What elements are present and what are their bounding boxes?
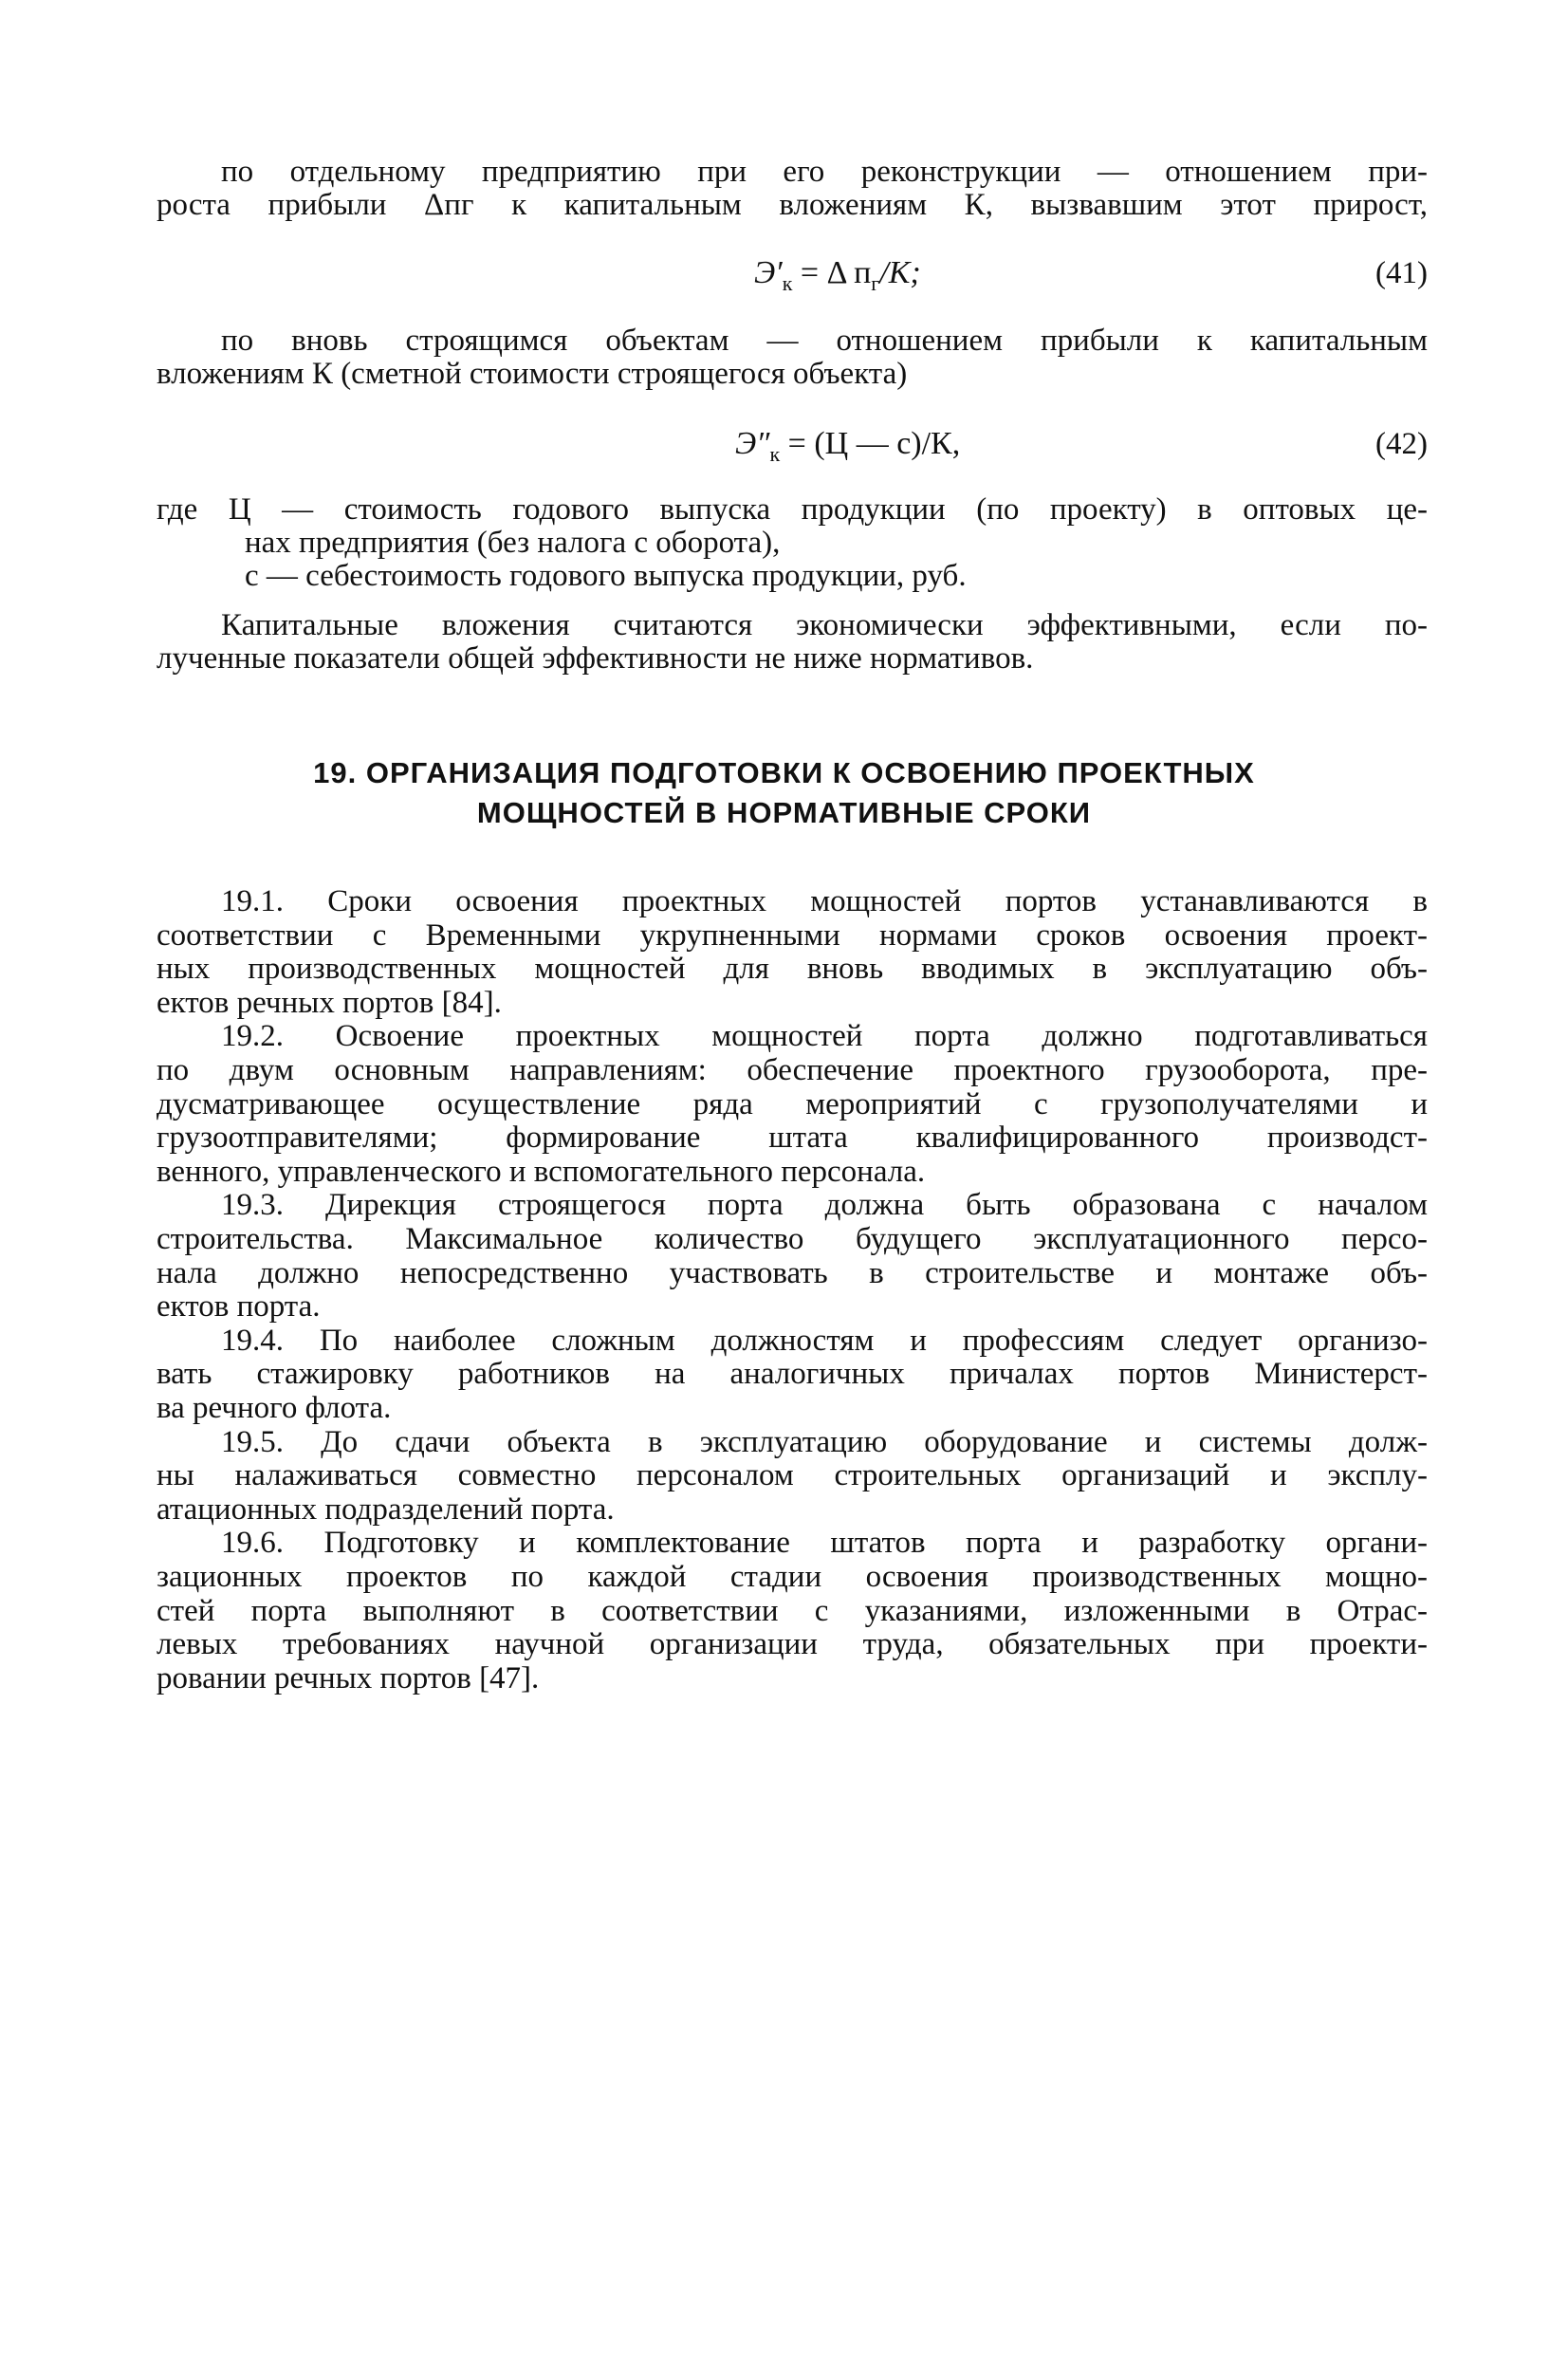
paragraph-line: вать стажировку работников на аналогичных причалах портов Министерст- (157, 1357, 1428, 1392)
paragraph-line: зационных проектов по каждой стадии освоения производственных мощно- (157, 1560, 1428, 1594)
formula-text: /К; (879, 255, 921, 290)
paragraph-line: нала должно непосредственно участвовать в строительстве и монтаже объ- (157, 1255, 1428, 1290)
formula-text: = (Ц — с)/К, (780, 426, 961, 461)
paragraph-line: 19.5. До сдачи объекта в эксплуатацию оборудование и системы долж- (221, 1424, 1428, 1459)
paragraph-line: ных производственных мощностей для вновь вводимых в эксплуатацию объ- (157, 952, 1428, 987)
paragraph-line: 19.1. Сроки освоения проектных мощностей портов устанавливаются в (221, 884, 1428, 918)
paragraph-line: ва речного флота. (157, 1391, 392, 1425)
formula-subscript: к (782, 271, 793, 295)
formula-subscript: к (769, 442, 781, 466)
paragraph-line: венного, управленческого и вспомогательного персонала. (157, 1154, 926, 1189)
paragraph-line: ны налаживаться совместно персоналом строительных организаций и эксплу- (157, 1458, 1428, 1493)
text-line: роста прибыли Δпг к капитальным вложениям К, вызвавшим этот прирост, (157, 188, 1428, 222)
paragraph-line: соответствии с Временными укрупненными нормами сроков освоения проект- (157, 917, 1428, 953)
formula-symbol: Э′ (754, 255, 783, 290)
paragraph-line: ектов речных портов [84]. (157, 985, 502, 1020)
formula-41 (754, 254, 921, 303)
text-line: где Ц — стоимость годового выпуска продукции (по проекту) в оптовых це- (157, 492, 1428, 527)
paragraph-line: 19.4. По наиболее сложным должностям и профессиям следует организо- (221, 1323, 1428, 1358)
paragraph-line: 19.2. Освоение проектных мощностей порта должно подготавливаться (221, 1019, 1428, 1054)
formula-41-number: (41) (1375, 256, 1428, 290)
formula-subscript: г (871, 271, 880, 295)
paragraph-line: грузоотправителями; формирование штата квалифицированного производст- (157, 1121, 1428, 1156)
formula-42 (735, 425, 960, 473)
text-line: лученные показатели общей эффективности не ниже нормативов. (157, 641, 1034, 676)
text-line: с — себестоимость годового выпуска продукции, руб. (245, 559, 967, 593)
text-line: по вновь строящимся объектам — отношением прибыли к капитальным (221, 324, 1428, 358)
formula-42-number: (42) (1375, 427, 1428, 461)
paragraph-line: левых требованиях научной организации труда, обязательных при проекти- (157, 1627, 1428, 1662)
paragraph-line: строительства. Максимальное количество будущего эксплуатационного персо- (157, 1222, 1428, 1256)
text-line: по отдельному предприятию при его реконструкции — отношением при- (221, 155, 1428, 189)
paragraph-line: по двум основным направлениям: обеспечение проектного грузооборота, пре- (157, 1053, 1428, 1087)
paragraph-line: 19.6. Подготовку и комплектование штатов порта и разработку органи- (221, 1526, 1428, 1561)
text-line: Капитальные вложения считаются экономически эффективными, если по- (221, 608, 1428, 642)
paragraph-line: ектов порта. (157, 1289, 321, 1325)
paragraph-line: атационных подразделений порта. (157, 1491, 615, 1527)
paragraph-line: стей порта выполняют в соответствии с указаниями, изложенными в Отрас- (157, 1593, 1428, 1628)
paragraph-line: ровании речных портов [47]. (157, 1660, 540, 1695)
paragraph-line: дусматривающее осуществление ряда мероприятий с грузополучателями и (157, 1086, 1428, 1121)
formula-symbol: Э″ (735, 426, 770, 461)
section-heading-line-2: МОЩНОСТЕЙ В НОРМАТИВНЫЕ СРОКИ (476, 796, 1092, 829)
text-line: нах предприятия (без налога с оборота), (245, 526, 781, 560)
paragraph-line: 19.3. Дирекция строящегося порта должна быть образована с началом (221, 1188, 1428, 1223)
formula-text: = Δ п (792, 255, 872, 290)
text-line: вложениям К (сметной стоимости строящегося объекта) (157, 357, 908, 391)
section-heading-line-1: 19. ОРГАНИЗАЦИЯ ПОДГОТОВКИ К ОСВОЕНИЮ ПРОЕКТНЫХ (313, 756, 1255, 789)
